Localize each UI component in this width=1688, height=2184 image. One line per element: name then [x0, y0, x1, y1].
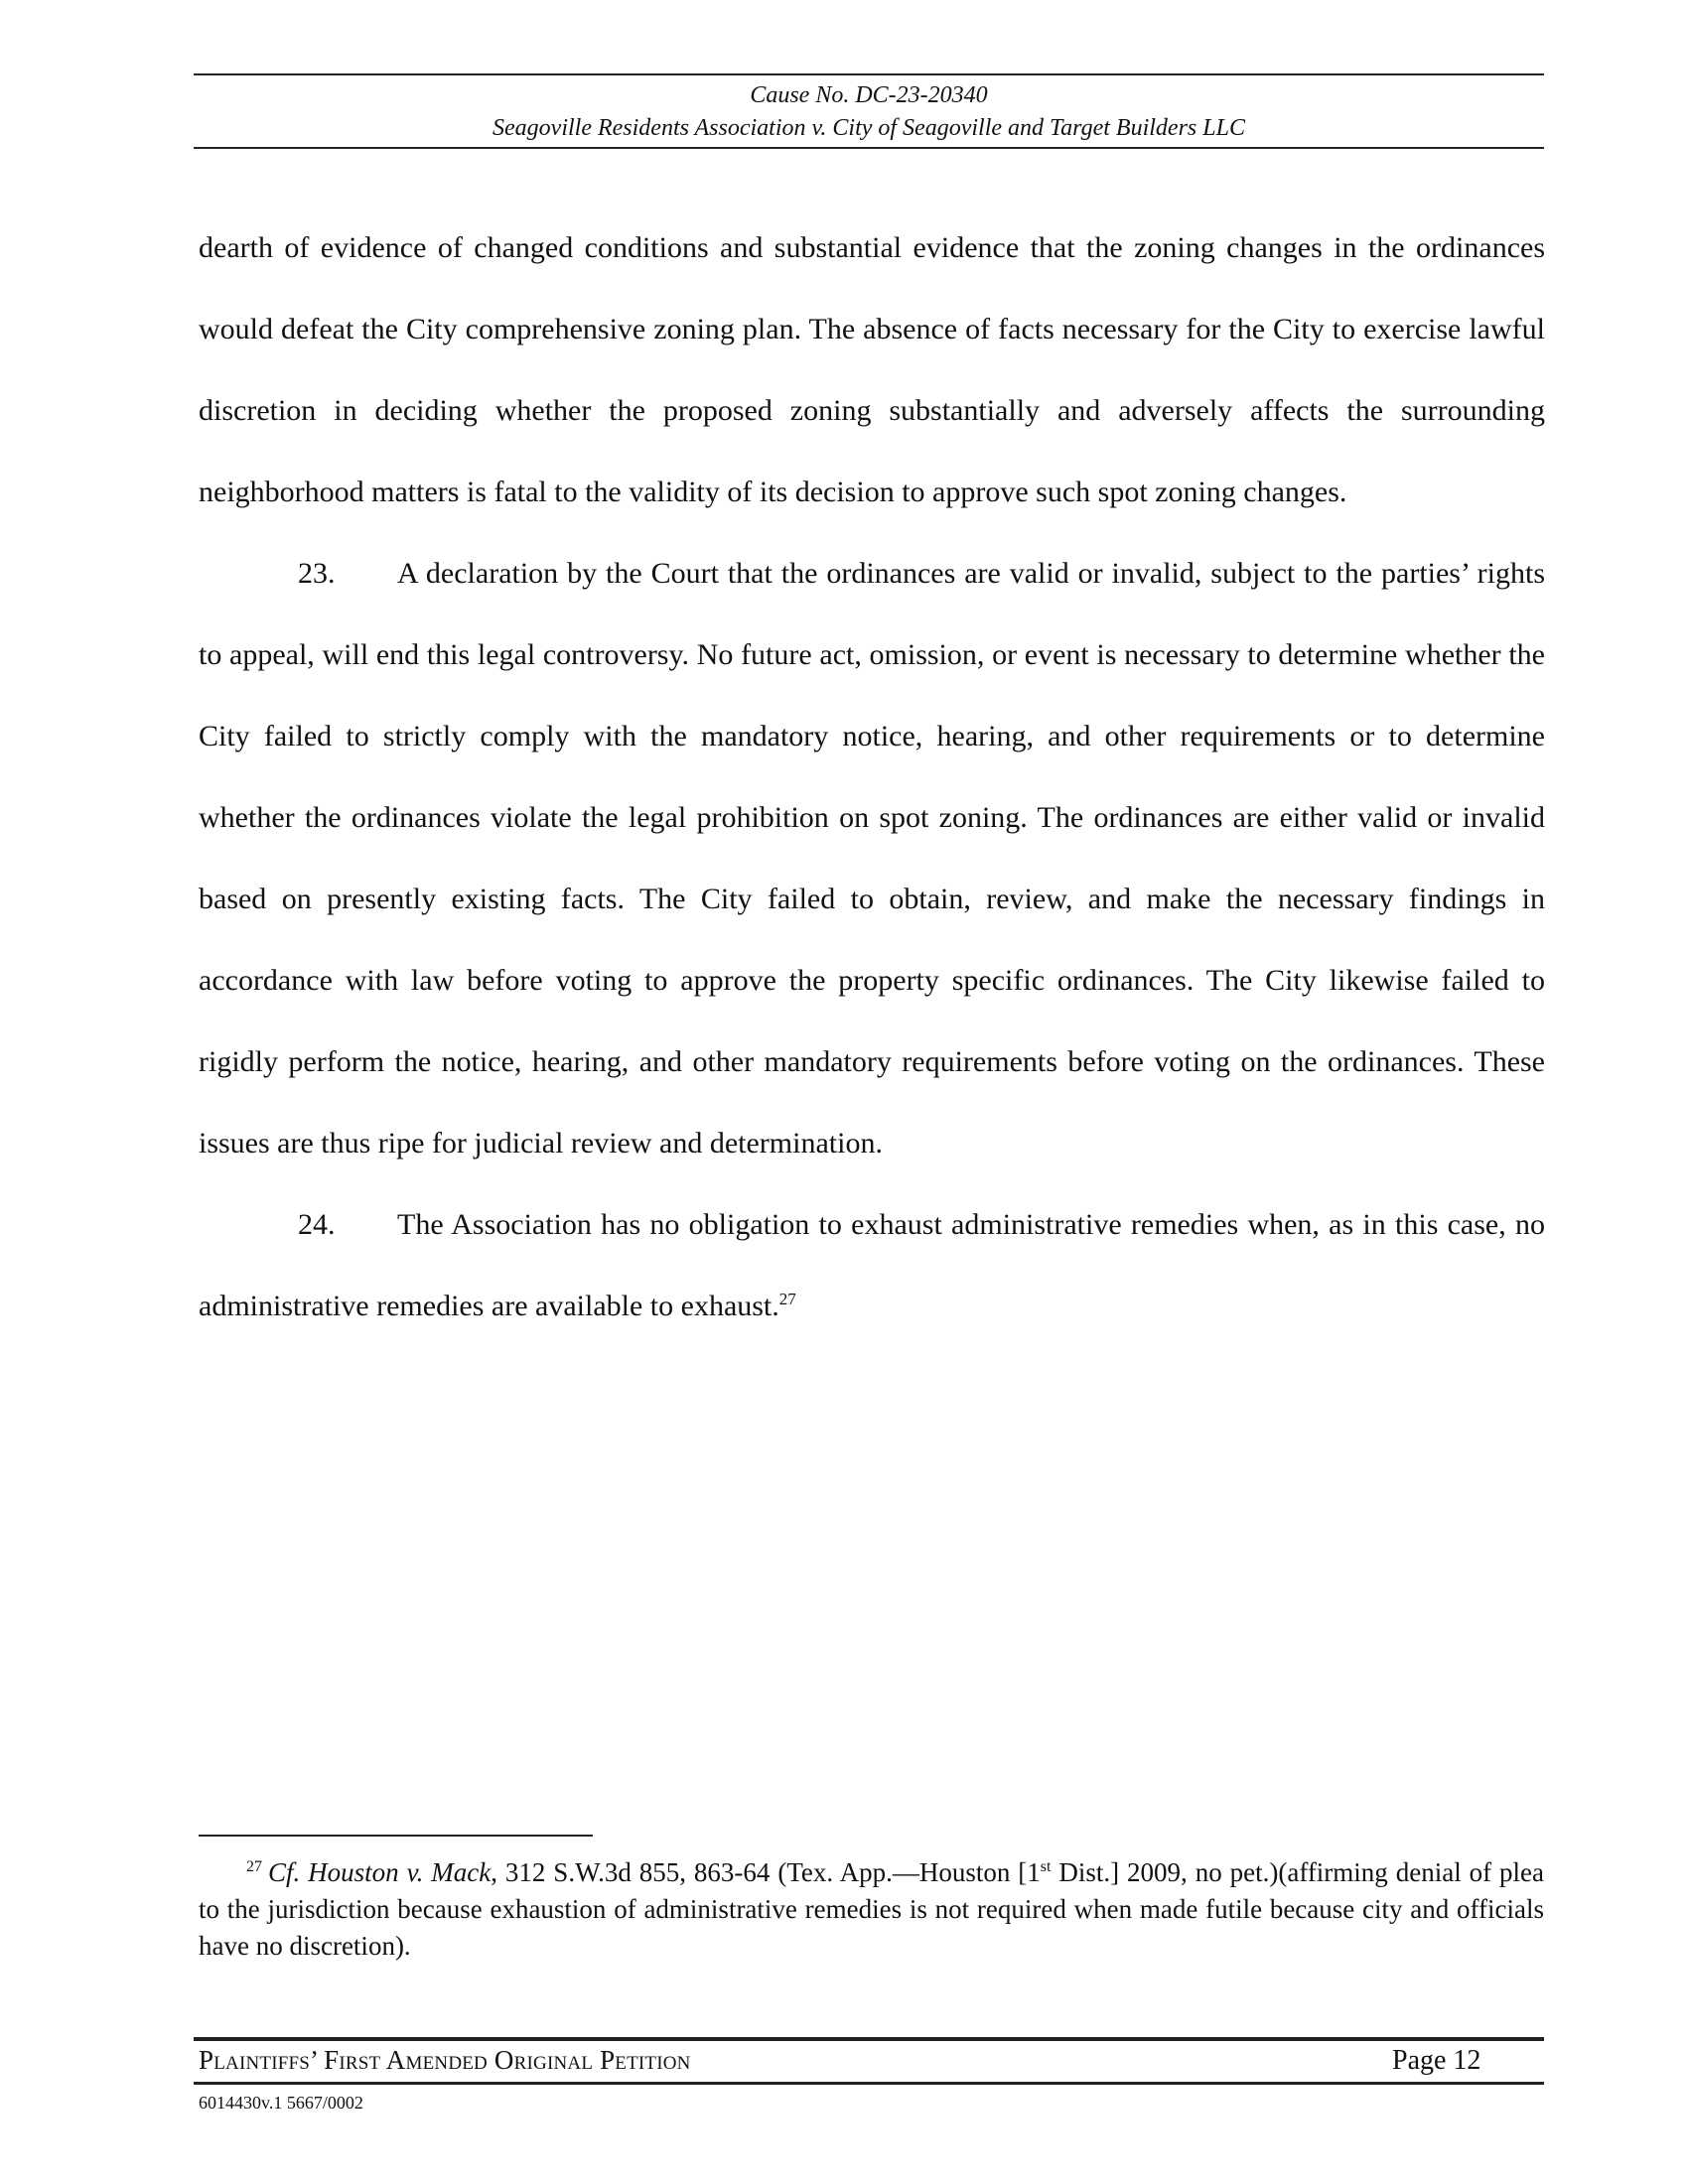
header-bottom-rule	[194, 147, 1544, 149]
footnote-citation: , 312 S.W.3d 855, 863-64 (Tex. App.—Houston [1	[491, 1857, 1041, 1887]
paragraph-number: 24.	[298, 1208, 336, 1241]
paragraph-text: The Association has no obligation to exhaust administrative remedies when, as in this case, no administrative remedies are available to exhaust.	[199, 1208, 1545, 1322]
running-header	[194, 79, 1544, 145]
footer-bottom-rule	[194, 2082, 1544, 2085]
continuation-text: dearth of evidence of changed conditions and substantial evidence that the zoning changes in the ordinances would defeat the City comprehensive zoning plan. The absence of facts necessary for the City to exercise lawful discretion in deciding whether the proposed zoning substantially and adversely affects the surrounding neighborhood matters is fatal to the validity of its decision to approve such spot zoning changes.	[199, 231, 1545, 508]
document-id: 6014430v.1 5667/0002	[199, 2093, 363, 2113]
paragraph-23	[199, 533, 1545, 1184]
paragraph-24	[199, 1184, 1545, 1347]
footnote-number: 27	[246, 1858, 262, 1875]
paragraph-text: A declaration by the Court that the ordinances are valid or invalid, subject to the parties’ rights to appeal, will end this legal controversy. No future act, omission, or event is necessary to determine whether the City failed to strictly comply with the mandatory notice, hearing, and other requirements or to determine whether the ordinances violate the legal prohibition on spot zoning. The ordinances are either valid or invalid based on presently existing facts. The City failed to obtain, review, and make the necessary findings in accordance with law before voting to approve the property specific ordinances. The City likewise failed to rigidly perform the notice, hearing, and other mandatory requirements before voting on the ordinances. These issues are thus ripe for judicial review and determination.	[199, 557, 1545, 1160]
footnote-case-name: Cf. Houston v. Mack	[268, 1857, 492, 1887]
document-title: Plaintiffs’ First Amended Original Petition	[199, 2045, 691, 2075]
footnote-reference[interactable]: 27	[778, 1290, 796, 1308]
page-number: Page 12	[1392, 2045, 1481, 2076]
paragraph-continuation	[199, 207, 1545, 533]
footer-top-rule	[194, 2037, 1544, 2041]
paragraph-number: 23.	[298, 557, 336, 590]
footnote-ordinal-suffix: st	[1040, 1858, 1052, 1875]
case-caption: Seagoville Residents Association v. City of Seagoville and Target Builders LLC	[492, 115, 1245, 141]
header-top-rule	[194, 73, 1544, 75]
cause-number: Cause No. DC-23-20340	[750, 82, 988, 108]
body-text	[199, 207, 1545, 1347]
footnote-separator	[199, 1835, 593, 1837]
footnote-27	[199, 1854, 1544, 1965]
footnote-citation-rest: Dist.] 2009, no pet.)(affirming denial of plea to the jurisdiction because exhaustion of administrative remedies is not required when made futile because city and officials have no discretion).	[199, 1857, 1544, 1961]
